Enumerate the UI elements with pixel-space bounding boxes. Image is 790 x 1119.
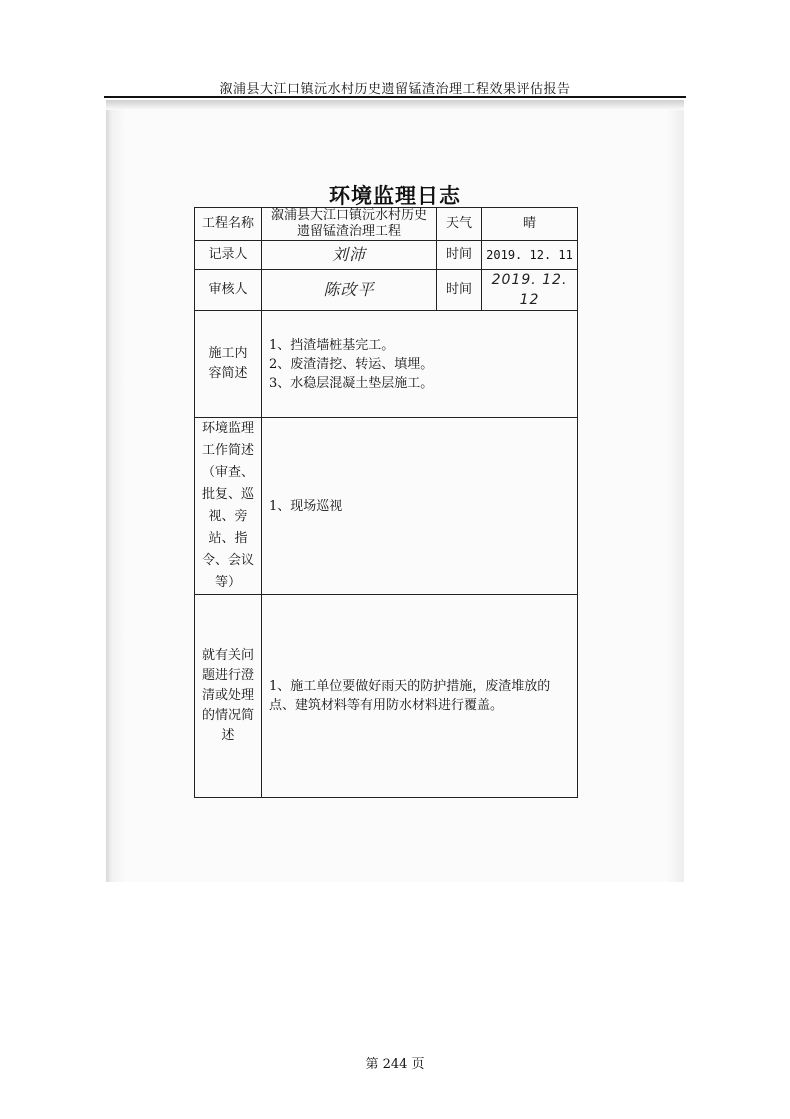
- list-item: 1、挡渣墙桩基完工。: [269, 337, 395, 353]
- project-name-label: 工程名称: [195, 208, 262, 241]
- scanned-page: [106, 100, 684, 882]
- header-rule: [104, 96, 686, 98]
- list-item: 3、水稳层混凝土垫层施工。: [269, 375, 434, 391]
- table-row: [195, 311, 578, 418]
- review-time-label: 时间: [437, 270, 482, 311]
- weather-label: 天气: [437, 208, 482, 241]
- weather-value: 晴: [482, 208, 578, 241]
- issues-content: [262, 595, 578, 798]
- list-item: 1、施工单位要做好雨天的防护措施，废渣堆放的点、建筑材料等有用防水材料进行覆盖。: [269, 679, 551, 713]
- monitoring-log-table: [194, 207, 578, 798]
- table-row: [195, 270, 578, 311]
- construction-content: [262, 311, 578, 418]
- table-row: [195, 418, 578, 595]
- review-time-value: 2019. 12. 12: [482, 270, 578, 311]
- reviewer-signature: 陈改平: [262, 270, 437, 311]
- issues-label: 就有关问题进行澄清或处理的情况简述: [195, 595, 262, 798]
- table-row: [195, 208, 578, 241]
- table-row: [195, 595, 578, 798]
- scan-edge-shadow: [106, 100, 684, 110]
- list-item: 1、现场巡视: [269, 498, 343, 514]
- log-title: 环境监理日志: [329, 183, 461, 208]
- recorder-label: 记录人: [195, 241, 262, 270]
- record-time-label: 时间: [437, 241, 482, 270]
- recorder-signature: 刘沛: [262, 241, 437, 270]
- project-name-value: 溆浦县大江口镇沅水村历史遗留锰渣治理工程: [262, 208, 437, 241]
- list-item: 2、废渣清挖、转运、填埋。: [269, 356, 434, 372]
- construction-label: 施工内容简述: [195, 311, 262, 418]
- table-row: [195, 241, 578, 270]
- record-time-value: 2019. 12. 11: [482, 241, 578, 270]
- supervision-content: [262, 418, 578, 595]
- supervision-label: 环境监理工作简述（审查、批复、巡视、旁站、指令、会议等）: [195, 418, 262, 595]
- report-header: 溆浦县大江口镇沅水村历史遗留锰渣治理工程效果评估报告: [219, 82, 571, 97]
- reviewer-label: 审核人: [195, 270, 262, 311]
- page-number: 第 244 页: [365, 1057, 425, 1072]
